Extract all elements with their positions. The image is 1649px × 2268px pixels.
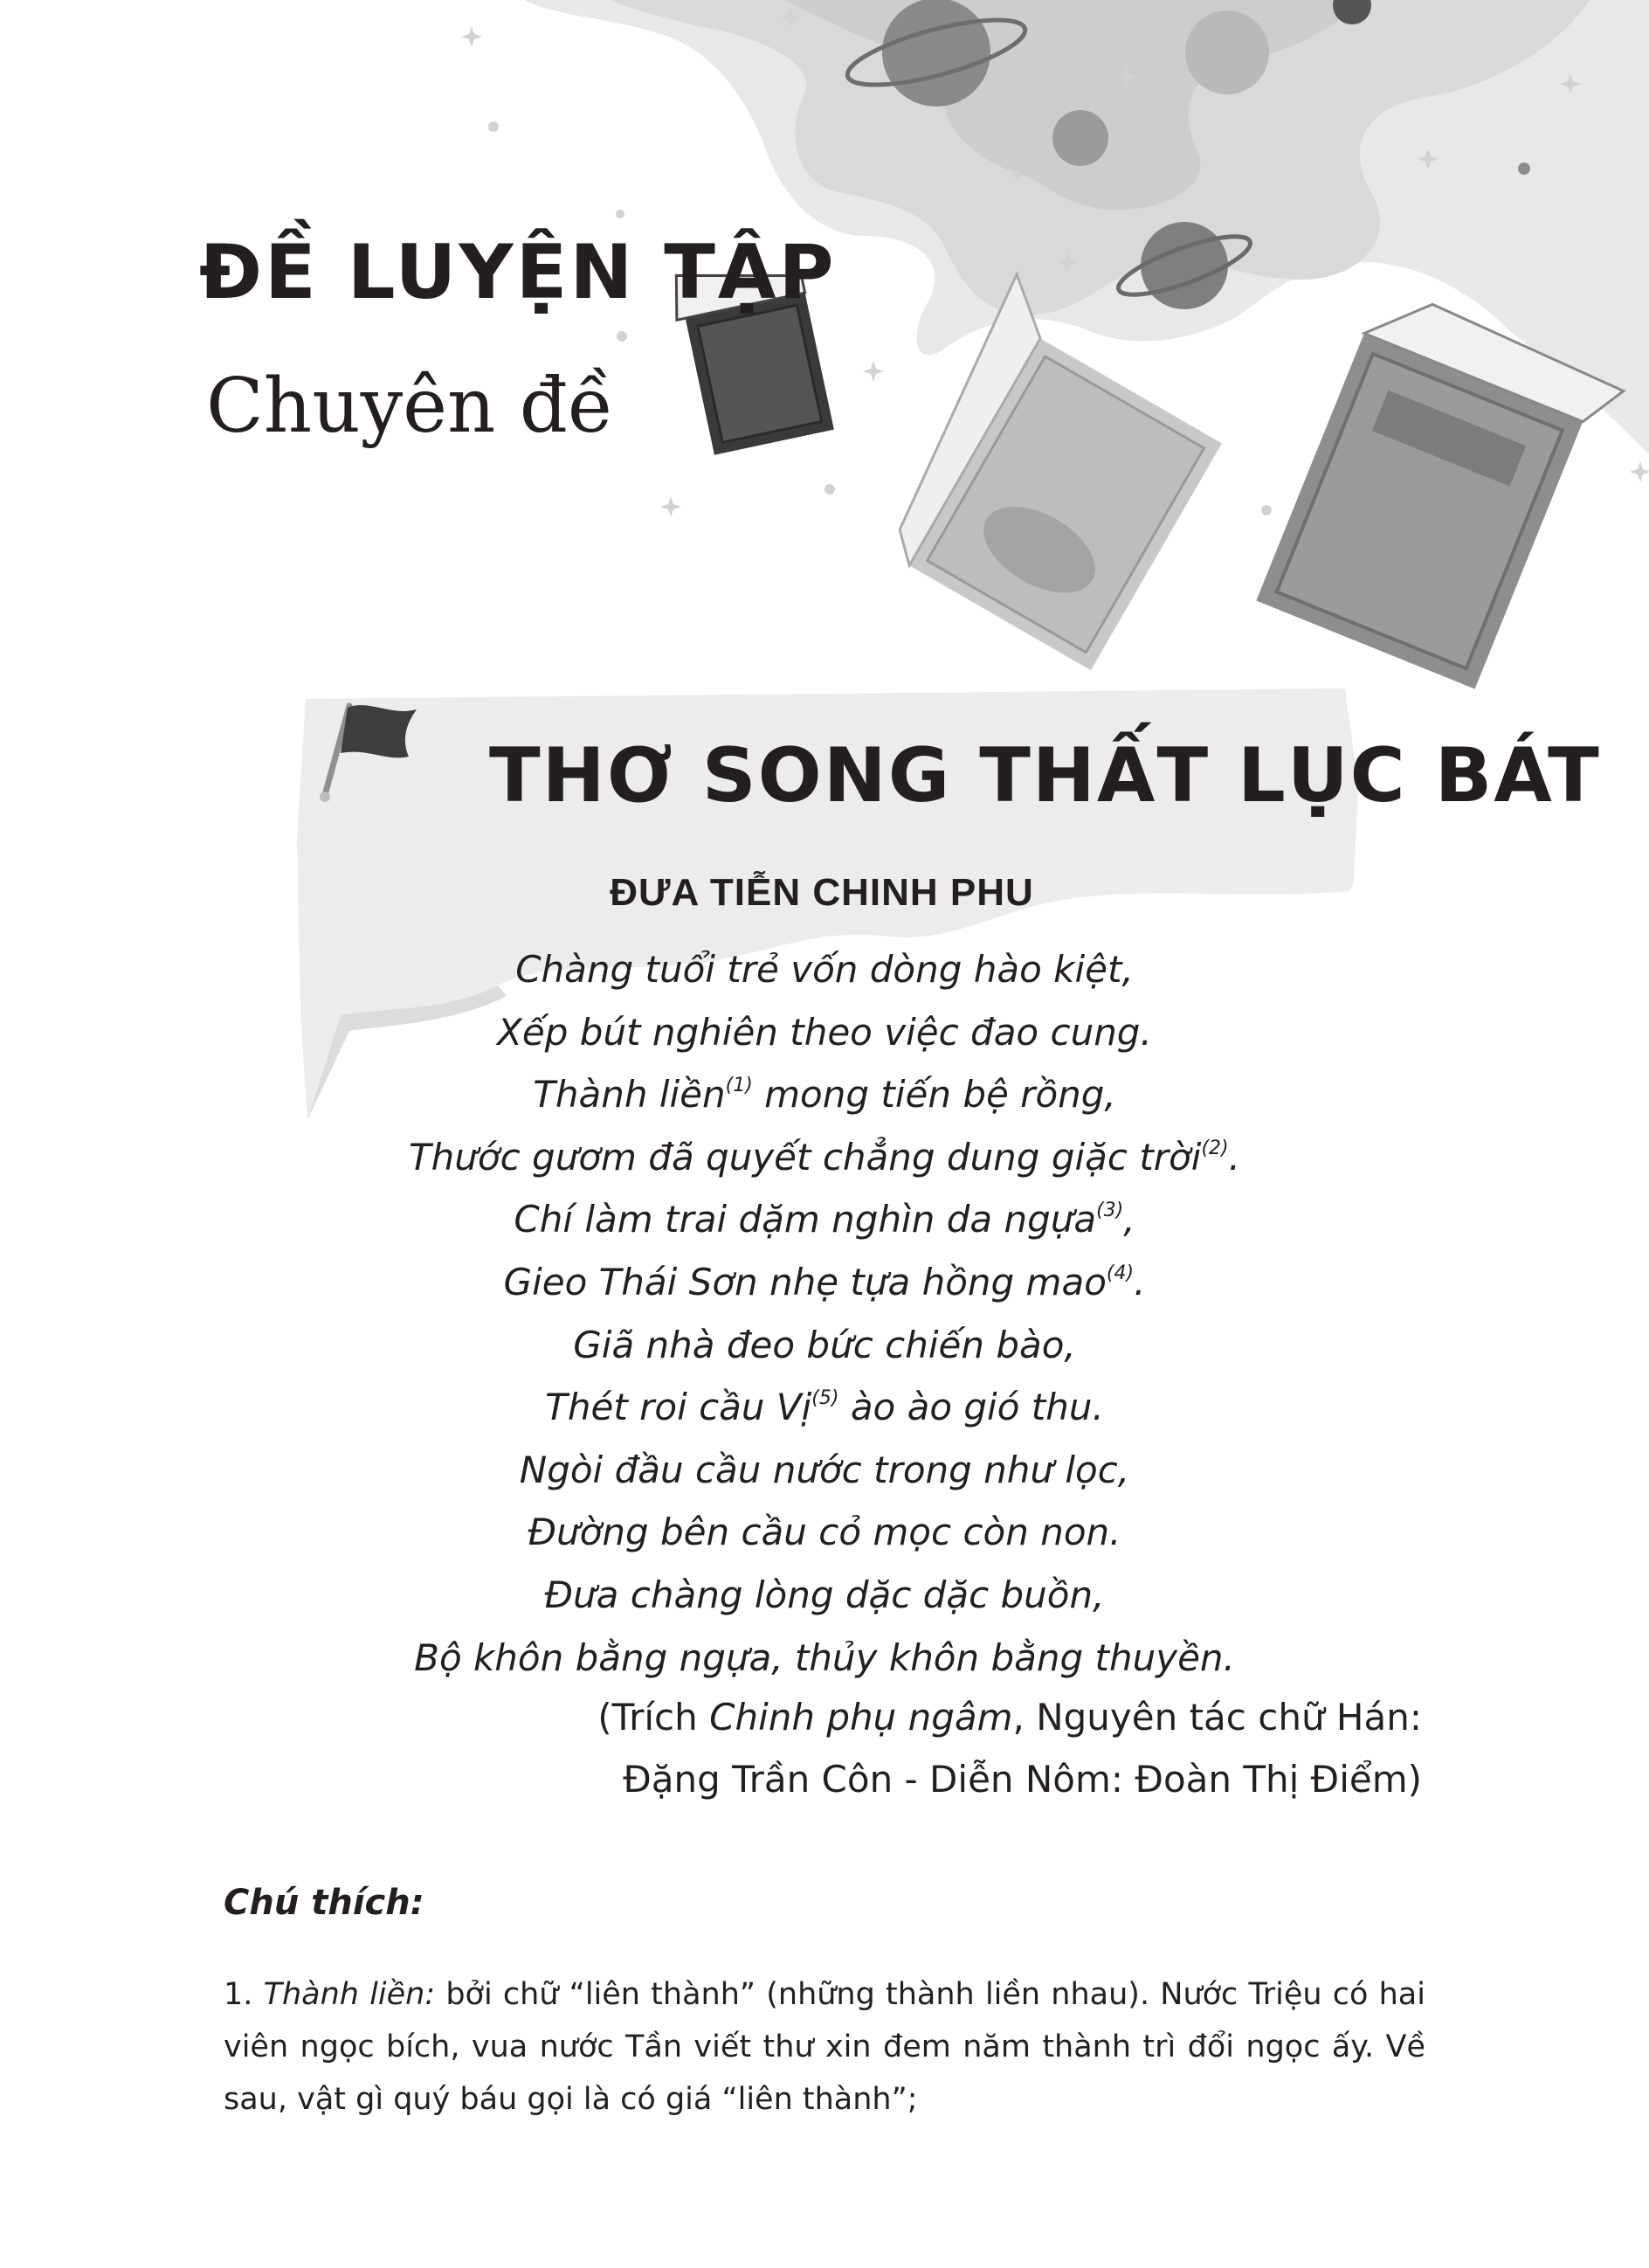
space-books-illustration [0,0,1649,699]
flag-icon [307,690,430,804]
poem-line: Bộ khôn bằng ngựa, thủy khôn bằng thuyền. [414,1635,1235,1679]
poem-line: Xếp bút nghiên theo việc đao cung. [497,1010,1152,1054]
poem-line: Thước gươm đã quyết chẳng dung giặc trời$^{(2)}$. [409,1135,1240,1179]
poem-line: Thành liền$^{(1)}$ mong tiến bệ rồng, [533,1073,1116,1117]
footnote-mark: (1) [725,1075,753,1097]
notes-heading: Chú thích: [224,1883,424,1923]
poem-line: Ngòi đầu cầu nước trong như lọc, [519,1448,1130,1491]
footnote-term: Thành liền: [263,1977,436,2012]
poem-line: Giã nhà đeo bức chiến bào, [573,1323,1076,1366]
poem-body [0,938,1649,1689]
footnote-mark: (3) [1096,1200,1124,1222]
source-work-title: Chinh phụ ngâm [709,1696,1013,1739]
poem-line: Chí làm trai dặm nghìn da ngựa$^{(3)}$, [514,1198,1135,1241]
footnote-text: bởi chữ “liên thành” (những thành liền nhau). Nước Triệu có hai viên ngọc bích, vua nước Tần viết thư xin đem năm thành trì đổi ngọc ấy. Về sau, vật gì quý báu gọi là có giá “liên thành”; [224,1977,1425,2117]
poem-line: Thét roi cầu Vị$^{(5)}$ ào ào gió thu. [545,1386,1104,1429]
source-line-2: Đặng Trần Côn - Diễn Nôm: Đoàn Thị Điểm) [623,1758,1422,1801]
source-line-1: (Trích Chinh phụ ngâm, Nguyên tác chữ Hán: [597,1696,1422,1739]
section-title: THƠ SONG THẤT LỤC BÁT [489,732,1601,819]
footnote-mark: (4) [1106,1262,1135,1284]
poem-line: Gieo Thái Sơn nhẹ tựa hồng mao$^{(4)}$. [503,1260,1146,1303]
page-subheading: Chuyên đề [206,363,614,450]
footnote-mark: (5) [811,1387,839,1410]
poem-line: Chàng tuổi trẻ vốn dòng hào kiệt, [515,948,1134,991]
poem-title: ĐƯA TIỄN CHINH PHU [610,871,1034,914]
footnote-item [224,1968,1425,2126]
page-heading: ĐỀ LUYỆN TẬP [199,229,837,316]
footnote-number: 1. [224,1977,264,2012]
poem-source [549,1686,1422,1810]
poem-line: Đường bên cầu cỏ mọc còn non. [528,1511,1121,1554]
footnote-mark: (2) [1201,1137,1229,1159]
poem-line: Đưa chàng lòng dặc dặc buồn, [544,1573,1105,1616]
